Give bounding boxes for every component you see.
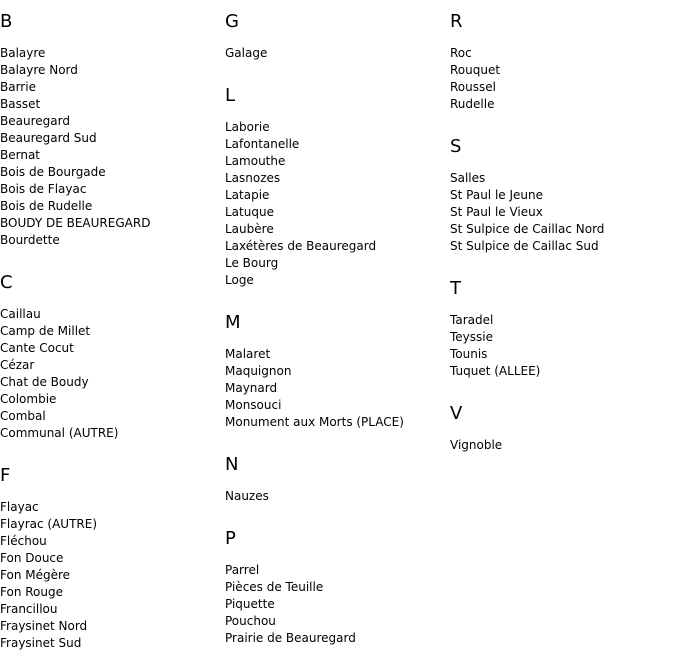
street-link[interactable]: BOUDY DE BEAUREGARD: [0, 216, 151, 230]
street-link[interactable]: Monument aux Morts (PLACE): [225, 415, 404, 429]
section-letter: V: [450, 403, 463, 424]
street-link[interactable]: St Paul le Jeune: [450, 188, 543, 202]
section-letter: N: [225, 454, 239, 475]
street-link[interactable]: Piquette: [225, 597, 275, 611]
street-link[interactable]: Tounis: [450, 347, 488, 361]
street-link[interactable]: Laxétères de Beauregard: [225, 239, 377, 253]
street-link[interactable]: Combal: [0, 409, 46, 423]
section-letter: R: [450, 11, 463, 32]
street-list: [0, 306, 118, 442]
street-link[interactable]: Flayac: [0, 500, 39, 514]
street-link[interactable]: Fraysinet Nord: [0, 619, 88, 633]
street-link[interactable]: Taradel: [450, 313, 494, 327]
street-link[interactable]: Monsouci: [225, 398, 282, 412]
section-letter: F: [0, 465, 11, 486]
street-link[interactable]: Galage: [225, 46, 268, 60]
street-link[interactable]: Parrel: [225, 563, 260, 577]
street-link[interactable]: Communal (AUTRE): [0, 426, 119, 440]
street-link[interactable]: Loge: [225, 273, 254, 287]
street-list: [450, 437, 502, 454]
street-link[interactable]: Teyssie: [450, 330, 493, 344]
street-link[interactable]: Bois de Bourgade: [0, 165, 106, 179]
section-letter: P: [225, 528, 236, 549]
street-link[interactable]: Cézar: [0, 358, 35, 372]
section-letter: L: [225, 85, 236, 106]
street-link[interactable]: Balayre Nord: [0, 63, 78, 77]
section-letter: B: [0, 11, 13, 32]
section-letter: S: [450, 136, 462, 157]
street-link[interactable]: Fon Rouge: [0, 585, 63, 599]
street-link[interactable]: Bois de Rudelle: [0, 199, 93, 213]
street-link[interactable]: Flayrac (AUTRE): [0, 517, 97, 531]
street-link[interactable]: Pièces de Teuille: [225, 580, 324, 594]
street-link[interactable]: Vignoble: [450, 438, 503, 452]
street-link[interactable]: Fon Mégère: [0, 568, 71, 582]
street-link[interactable]: Fraysinet Sud: [0, 636, 82, 650]
section-letter: T: [450, 278, 461, 299]
street-link[interactable]: Colombie: [0, 392, 57, 406]
street-link[interactable]: Bois de Flayac: [0, 182, 87, 196]
street-link[interactable]: Fon Douce: [0, 551, 64, 565]
street-link[interactable]: Bourdette: [0, 233, 60, 247]
street-list: [450, 45, 500, 113]
street-list: [225, 488, 269, 505]
street-link[interactable]: Lasnozes: [225, 171, 281, 185]
street-link[interactable]: Fléchou: [0, 534, 47, 548]
section-letter: G: [225, 11, 239, 32]
street-list: [225, 346, 404, 431]
street-list: [450, 170, 604, 255]
street-link[interactable]: Laubère: [225, 222, 274, 236]
street-link[interactable]: Maynard: [225, 381, 278, 395]
street-list: [0, 45, 150, 249]
street-link[interactable]: Prairie de Beauregard: [225, 631, 356, 645]
street-list: [225, 562, 356, 647]
street-link[interactable]: Rudelle: [450, 97, 495, 111]
street-link[interactable]: Roussel: [450, 80, 496, 94]
street-link[interactable]: Beauregard: [0, 114, 70, 128]
street-link[interactable]: Le Bourg: [225, 256, 279, 270]
street-link[interactable]: Camp de Millet: [0, 324, 91, 338]
street-link[interactable]: Nauzes: [225, 489, 269, 503]
street-link[interactable]: Balayre: [0, 46, 46, 60]
street-list: [225, 45, 267, 62]
street-list: [0, 499, 97, 652]
street-link[interactable]: Lamouthe: [225, 154, 286, 168]
street-list: [225, 119, 376, 289]
street-link[interactable]: Chat de Boudy: [0, 375, 89, 389]
street-link[interactable]: Caillau: [0, 307, 41, 321]
street-link[interactable]: Roc: [450, 46, 472, 60]
street-link[interactable]: Maquignon: [225, 364, 292, 378]
street-link[interactable]: Beauregard Sud: [0, 131, 97, 145]
street-link[interactable]: Pouchou: [225, 614, 276, 628]
street-link[interactable]: Laborie: [225, 120, 270, 134]
street-link[interactable]: Cante Cocut: [0, 341, 74, 355]
street-link[interactable]: Salles: [450, 171, 486, 185]
street-link[interactable]: St Sulpice de Caillac Nord: [450, 222, 605, 236]
street-link[interactable]: Bernat: [0, 148, 41, 162]
street-link[interactable]: Latuque: [225, 205, 274, 219]
section-letter: M: [225, 312, 241, 333]
street-link[interactable]: Tuquet (ALLEE): [450, 364, 541, 378]
section-letter: C: [0, 272, 13, 293]
street-list: [450, 312, 540, 380]
street-link[interactable]: St Sulpice de Caillac Sud: [450, 239, 599, 253]
street-link[interactable]: Barrie: [0, 80, 36, 94]
street-link[interactable]: Basset: [0, 97, 41, 111]
street-link[interactable]: Rouquet: [450, 63, 501, 77]
street-link[interactable]: St Paul le Vieux: [450, 205, 543, 219]
street-link[interactable]: Latapie: [225, 188, 270, 202]
street-link[interactable]: Francillou: [0, 602, 58, 616]
street-link[interactable]: Lafontanelle: [225, 137, 300, 151]
street-link[interactable]: Malaret: [225, 347, 271, 361]
